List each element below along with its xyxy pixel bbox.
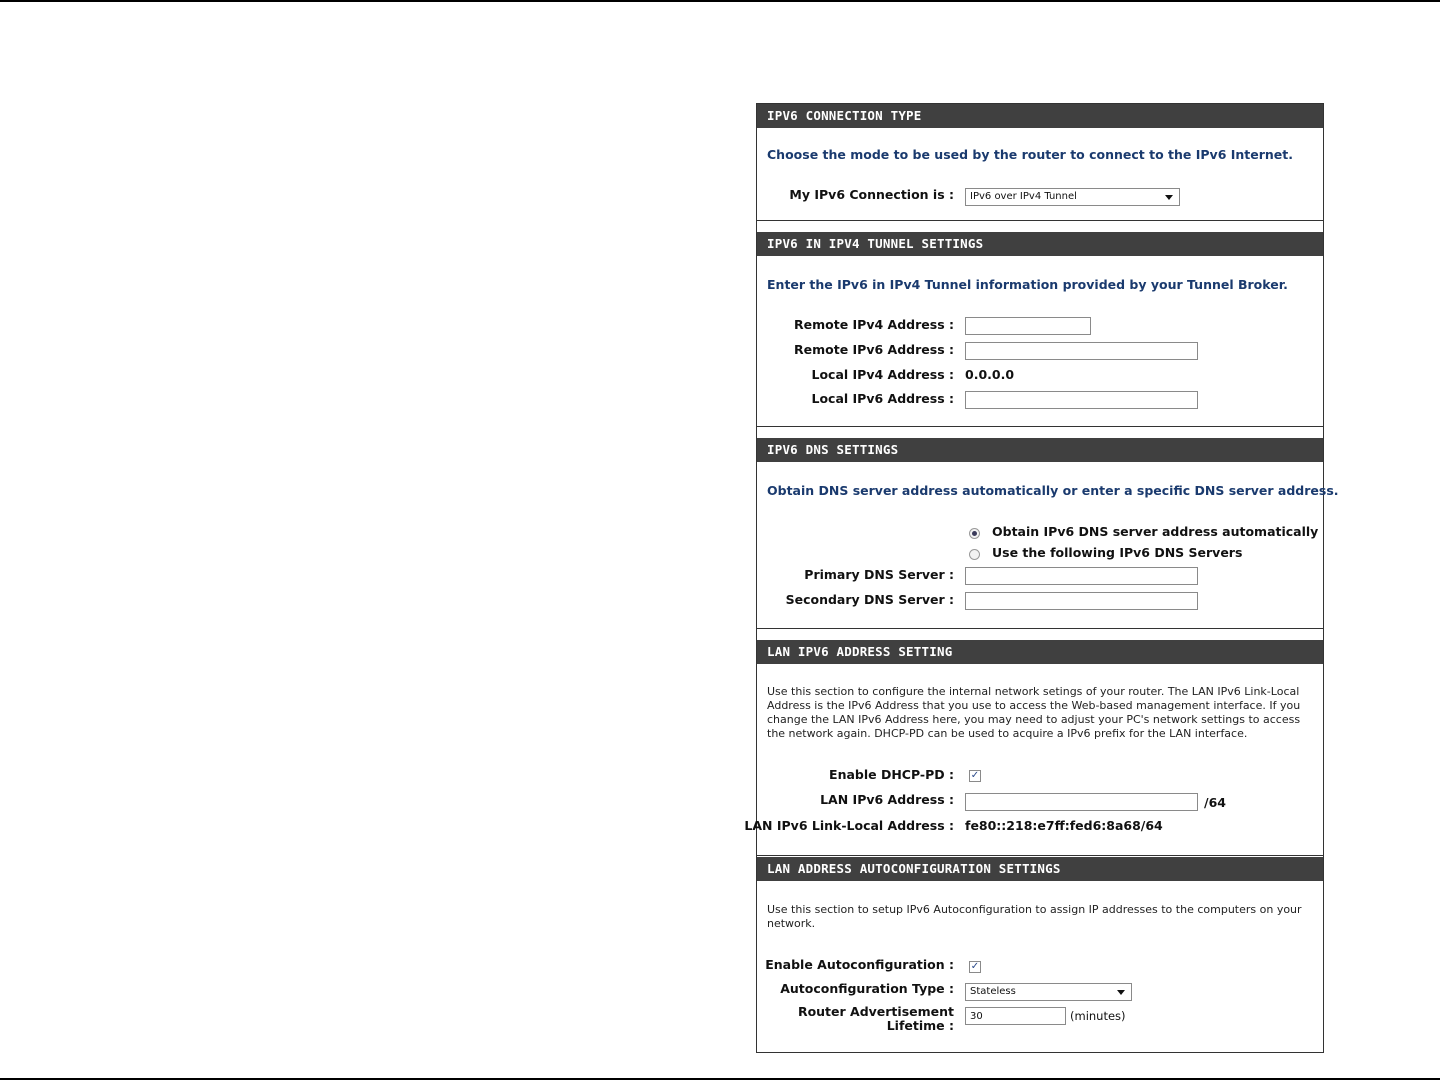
dhcp-pd-label: Enable DHCP-PD :: [829, 767, 954, 782]
remote-ipv6-input[interactable]: [965, 342, 1198, 360]
connection-type-label: My IPv6 Connection is :: [789, 187, 954, 202]
lifetime-label-line2: Lifetime :: [886, 1018, 954, 1033]
section-header: IPV6 IN IPV4 TUNNEL SETTINGS: [757, 232, 1323, 256]
dhcp-pd-checkbox[interactable]: [969, 770, 981, 782]
connection-type-value: IPv6 over IPv4 Tunnel: [970, 191, 1077, 202]
connection-type-select[interactable]: [965, 188, 1180, 206]
autoconfig-checkbox[interactable]: [969, 961, 981, 973]
section-body: [757, 881, 1323, 1052]
dns-auto-label: Obtain IPv6 DNS server address automatically: [992, 524, 1319, 539]
primary-dns-label: Primary DNS Server :: [804, 567, 954, 582]
checkmark-icon: ✓: [970, 961, 980, 972]
local-ipv4-value: 0.0.0.0: [965, 367, 1015, 382]
autoconfig-enable-label: Enable Autoconfiguration :: [765, 957, 954, 972]
top-rule: [0, 0, 1440, 2]
section-header: LAN IPV6 ADDRESS SETTING: [757, 640, 1323, 664]
section-header: IPV6 DNS SETTINGS: [757, 438, 1323, 462]
section-header: IPV6 CONNECTION TYPE: [757, 104, 1323, 128]
lifetime-input[interactable]: [965, 1007, 1066, 1025]
secondary-dns-label: Secondary DNS Server :: [785, 592, 954, 607]
remote-ipv6-label: Remote IPv6 Address :: [794, 342, 954, 357]
secondary-dns-input[interactable]: [965, 592, 1198, 610]
section-body: [744, 664, 1323, 856]
primary-dns-input[interactable]: [965, 567, 1198, 585]
section-header: LAN ADDRESS AUTOCONFIGURATION SETTINGS: [757, 857, 1323, 881]
section-body: [757, 462, 1339, 629]
lifetime-unit: (minutes): [1070, 1009, 1126, 1023]
lifetime-label: [798, 1005, 954, 1033]
remote-ipv4-label: Remote IPv4 Address :: [794, 317, 954, 332]
bottom-rule: [0, 1078, 1440, 1080]
prefix-suffix: /64: [1204, 795, 1226, 810]
autoconfig-type-value: Stateless: [970, 986, 1016, 997]
section-body: [757, 256, 1323, 427]
lan-address-label: LAN IPv6 Address :: [820, 792, 954, 807]
dns-auto-radio[interactable]: [969, 528, 980, 539]
section-description: Use this section to setup IPv6 Autoconfiguration to assign IP addresses to the computers on your network.: [767, 903, 1302, 930]
ipv6-settings-panel: [744, 103, 1339, 1053]
checkmark-icon: ✓: [970, 770, 980, 781]
link-local-value: fe80::218:e7ff:fed6:8a68/64: [965, 818, 1163, 833]
lan-address-input[interactable]: [965, 793, 1198, 811]
autoconfig-type-label: Autoconfiguration Type :: [780, 981, 954, 996]
link-local-label: LAN IPv6 Link-Local Address :: [744, 818, 954, 833]
local-ipv6-label: Local IPv6 Address :: [811, 391, 954, 406]
chevron-down-icon: [1117, 990, 1125, 995]
lifetime-label-line1: Router Advertisement: [797, 1004, 954, 1019]
autoconfig-type-select[interactable]: [965, 983, 1132, 1001]
local-ipv6-input[interactable]: [965, 391, 1198, 409]
section-intro: Choose the mode to be used by the router to connect to the IPv6 Internet.: [767, 147, 1294, 162]
section-intro: Obtain DNS server address automatically or enter a specific DNS server address.: [767, 483, 1339, 498]
remote-ipv4-input[interactable]: [965, 317, 1091, 335]
dns-manual-radio[interactable]: [969, 549, 980, 560]
chevron-down-icon: [1165, 195, 1173, 200]
section-description: Use this section to configure the internal network setings of your router. The LAN IPv6 Link-Local Address is the IPv6 Address that you use to access the Web-based management interface. If you change the LAN IPv6 Address here, you may need to adjust your PC's network settings to access the network again. DHCP-PD can be used to acquire a IPv6 prefix for the LAN interface.: [767, 685, 1301, 740]
local-ipv4-label: Local IPv4 Address :: [811, 367, 954, 382]
section-intro: Enter the IPv6 in IPv4 Tunnel information provided by your Tunnel Broker.: [767, 277, 1288, 292]
dns-manual-label: Use the following IPv6 DNS Servers: [992, 545, 1243, 560]
section-body: [757, 128, 1323, 221]
